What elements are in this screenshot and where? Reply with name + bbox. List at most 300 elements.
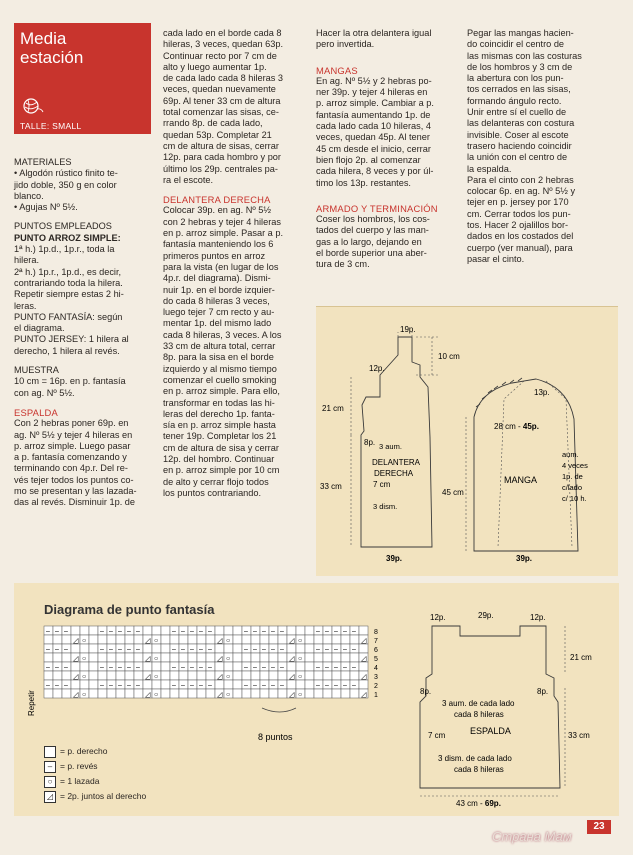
chart-cell — [170, 689, 179, 698]
chart-cell — [305, 635, 314, 644]
chart-symbol: ◿ — [145, 691, 151, 699]
chart-cell — [242, 653, 251, 662]
chart-symbol: ○ — [226, 691, 231, 699]
legend-k2tog: ◿ = 2p. juntos al derecho — [44, 789, 146, 804]
chart-cell — [89, 653, 98, 662]
chart-cell — [134, 635, 143, 644]
column-3: Hacer la otra delantera igual pero invertida. MANGAS En ag. Nº 5½ y 2 hebras po- ner 39p. y tejer 4 hileras en p. arroz simple. Cambiar a p. fantasía aumentando 1p. de cada lado cada 10 hileras, 4 veces, quedan 45p. Al tener 45 cm desde el inicio, cerrar bien flojo 2p. al comenzar cada hilera, 8 veces y por úl- timo los 13p. restantes. ARMADO Y TERMINACIÓN Coser los hombros, los cos- tados del cuerpo y las man- gas a lo largo, dejando en el borde superior una aber- tura de 3 cm. — [316, 28, 461, 271]
chart-cell — [332, 653, 341, 662]
chart-symbol: – — [334, 646, 338, 654]
chart-cell — [305, 680, 314, 689]
chart-cell — [89, 671, 98, 680]
chart-cell — [89, 680, 98, 689]
svg-text:6: 6 — [374, 647, 378, 654]
chart-cell — [341, 689, 350, 698]
chart-cell — [71, 680, 80, 689]
chart-cell — [350, 653, 359, 662]
chart-symbol: – — [190, 628, 194, 636]
chart-cell — [350, 671, 359, 680]
legend-purl: – = p. revés — [44, 759, 146, 774]
sleeve-piece-name: MANGA — [504, 475, 538, 485]
chart-symbol: ◿ — [73, 637, 79, 645]
chart-cell — [98, 653, 107, 662]
chart-cell — [116, 653, 125, 662]
sleeve-width-label: 28 cm - 45p. — [494, 422, 539, 431]
chart-symbol: – — [244, 682, 248, 690]
chart-cell — [80, 644, 89, 653]
svg-text:8: 8 — [374, 629, 378, 636]
front-neck-height-label: 10 cm — [438, 352, 460, 361]
chart-symbol: ◿ — [361, 673, 367, 681]
chart-symbol: – — [55, 682, 59, 690]
chart-cell — [305, 671, 314, 680]
chart-cell — [251, 671, 260, 680]
chart-symbol: – — [46, 682, 50, 690]
chart-symbol: ◿ — [217, 637, 223, 645]
chart-cell — [98, 689, 107, 698]
chart-cell — [287, 626, 296, 635]
back-heading: ESPALDA — [14, 406, 58, 418]
chart-symbol: – — [199, 664, 203, 672]
chart-cell — [233, 653, 242, 662]
chart-symbol: – — [325, 628, 329, 636]
chart-cell — [62, 689, 71, 698]
chart-cell — [179, 671, 188, 680]
chart-symbol: – — [199, 682, 203, 690]
chart-cell — [44, 671, 53, 680]
chart-symbol: ◿ — [73, 673, 79, 681]
chart-cell — [269, 689, 278, 698]
chart-symbol: ○ — [82, 655, 87, 663]
svg-text:3 dism. de cada lado: 3 dism. de cada lado — [438, 754, 512, 763]
chart-symbol: – — [271, 664, 275, 672]
chart-cell — [107, 653, 116, 662]
materials-heading: MATERIALES — [14, 157, 72, 167]
chart-symbol: – — [199, 646, 203, 654]
chart-cell — [161, 680, 170, 689]
chart-symbol: – — [46, 628, 50, 636]
chart-symbol: – — [100, 682, 104, 690]
chart-cell — [233, 626, 242, 635]
chart-cell — [188, 689, 197, 698]
chart-cell — [215, 626, 224, 635]
chart-cell — [143, 662, 152, 671]
chart-symbol: – — [190, 682, 194, 690]
chart-symbol: – — [271, 646, 275, 654]
chart-cell — [143, 680, 152, 689]
chart-cell — [242, 671, 251, 680]
chart-symbol: – — [136, 646, 140, 654]
chart-cell — [323, 689, 332, 698]
chart-symbol: – — [343, 682, 347, 690]
chart-cell — [188, 635, 197, 644]
chart-cell — [332, 635, 341, 644]
stitch-chart — [20, 622, 380, 742]
sleeve-height-label: 45 cm — [442, 488, 464, 497]
chart-symbol: – — [64, 628, 68, 636]
front-piece-name-2: DERECHA — [374, 469, 414, 478]
chart-cell — [278, 689, 287, 698]
chart-cell — [341, 671, 350, 680]
chart-symbol: – — [334, 682, 338, 690]
chart-symbol: – — [208, 628, 212, 636]
chart-symbol: ◿ — [289, 691, 295, 699]
chart-symbol: – — [64, 664, 68, 672]
chart-cell — [296, 680, 305, 689]
chart-cell — [233, 635, 242, 644]
chart-cell — [224, 680, 233, 689]
chart-cell — [242, 635, 251, 644]
svg-text:4 veces: 4 veces — [562, 461, 588, 470]
chart-symbol: ○ — [226, 673, 231, 681]
chart-symbol: ◿ — [361, 691, 367, 699]
chart-cell — [251, 635, 260, 644]
svg-text:c/lado: c/lado — [562, 483, 583, 492]
chart-cell — [287, 680, 296, 689]
chart-symbol: – — [343, 646, 347, 654]
svg-text:8p.: 8p. — [420, 687, 432, 696]
chart-symbol: – — [109, 682, 113, 690]
chart-symbol: – — [46, 646, 50, 654]
chart-cell — [233, 671, 242, 680]
chart-symbol: – — [55, 628, 59, 636]
front-decrease-label: 3 dism. — [373, 502, 398, 511]
chart-cell — [206, 635, 215, 644]
chart-symbol: ◿ — [289, 637, 295, 645]
purl-symbol-icon: – — [44, 761, 56, 773]
chart-cell — [89, 626, 98, 635]
chart-cell — [44, 653, 53, 662]
chart-symbol: – — [334, 628, 338, 636]
watermark: Страна Мам — [492, 829, 572, 844]
front-armhole-height-label: 21 cm — [322, 404, 344, 413]
svg-text:3: 3 — [374, 674, 378, 681]
chart-cell — [314, 671, 323, 680]
chart-cell — [116, 635, 125, 644]
front-armhole-label: 8p. — [364, 438, 376, 447]
chart-cell — [134, 671, 143, 680]
chart-symbol: ○ — [226, 637, 231, 645]
chart-cell — [251, 689, 260, 698]
chart-symbol: – — [100, 628, 104, 636]
chart-cell — [260, 653, 269, 662]
schematic-panel — [316, 306, 618, 576]
chart-symbol: ○ — [154, 637, 159, 645]
column-4: Pegar las mangas hacien- do coincidir el centro de las mismas con las costuras de los hombros y 3 cm de la abertura con los pun- tos cerrados en las sisas, formando ángulo recto. Unir entre sí el cuello de las delanteras con costura invisible. Coser al escote trasero haciendo coincidir la unión con el centro de la espalda. Para el cinto con 2 hebras colocar 6p. en ag. Nº 5½ y tejer en p. jersey por 170 cm. Cerrar todos los pun- tos. Hacer 2 ojalillos bor- dados en los costados del cuerpo (ver manual), para pasar el cinto. — [467, 28, 582, 264]
chart-symbol: – — [100, 664, 104, 672]
svg-text:c/ 10 h.: c/ 10 h. — [562, 494, 587, 503]
chart-symbol: – — [181, 628, 185, 636]
chart-symbol: – — [262, 628, 266, 636]
chart-symbol: – — [136, 664, 140, 672]
front-base-label: 39p. — [386, 554, 403, 563]
chart-cell — [161, 626, 170, 635]
chart-cell — [269, 653, 278, 662]
chart-cell — [161, 635, 170, 644]
back-body-height-label: 33 cm — [568, 731, 590, 740]
size-label: TALLE: SMALL — [20, 121, 82, 131]
chart-symbol: ◿ — [145, 673, 151, 681]
chart-cell — [89, 662, 98, 671]
chart-symbol: – — [208, 646, 212, 654]
chart-symbol: – — [262, 682, 266, 690]
assembly-heading: ARMADO Y TERMINACIÓN — [316, 202, 438, 214]
chart-symbol: ◿ — [289, 673, 295, 681]
front-shoulder-label: 12p. — [369, 364, 385, 373]
chart-cell — [359, 680, 368, 689]
sleeves-heading: MANGAS — [316, 64, 358, 76]
chart-symbol: – — [100, 646, 104, 654]
chart-symbol: – — [118, 646, 122, 654]
chart-cell — [125, 671, 134, 680]
chart-cell — [116, 689, 125, 698]
chart-cell — [98, 635, 107, 644]
chart-cell — [134, 689, 143, 698]
chart-cell — [269, 635, 278, 644]
chart-symbol: – — [316, 628, 320, 636]
repeat-label: Repetir — [27, 690, 36, 716]
chart-symbol: – — [127, 646, 131, 654]
chart-symbol: – — [136, 682, 140, 690]
chart-symbol: – — [172, 628, 176, 636]
chart-cell — [53, 635, 62, 644]
chart-symbol: – — [109, 664, 113, 672]
chart-cell — [233, 680, 242, 689]
chart-cell — [341, 635, 350, 644]
chart-symbol: – — [244, 628, 248, 636]
chart-cell — [152, 626, 161, 635]
chart-symbol: – — [181, 682, 185, 690]
chart-cell — [143, 626, 152, 635]
chart-cell — [62, 635, 71, 644]
chart-cell — [332, 671, 341, 680]
chart-symbol: – — [280, 628, 284, 636]
chart-symbol: – — [109, 628, 113, 636]
stitches-heading: PUNTOS EMPLEADOS — [14, 221, 112, 232]
chart-symbol: – — [190, 646, 194, 654]
chart-symbol: – — [181, 664, 185, 672]
chart-cell — [305, 662, 314, 671]
chart-cell — [314, 635, 323, 644]
chart-cell — [215, 644, 224, 653]
chart-cell — [224, 662, 233, 671]
chart-cell — [359, 662, 368, 671]
chart-cell — [314, 653, 323, 662]
back-base-label: 43 cm - 69p. — [456, 799, 501, 808]
chart-symbol: – — [190, 664, 194, 672]
chart-cell — [287, 662, 296, 671]
chart-cell — [332, 689, 341, 698]
chart-symbol: – — [343, 664, 347, 672]
chart-cell — [71, 626, 80, 635]
chart-cell — [89, 689, 98, 698]
chart-cell — [170, 635, 179, 644]
chart-cell — [125, 653, 134, 662]
front-width-label: 19p. — [400, 325, 416, 334]
chart-symbol: ○ — [154, 655, 159, 663]
chart-symbol: ◿ — [217, 673, 223, 681]
svg-text:aum.: aum. — [562, 450, 579, 459]
chart-symbol: – — [334, 664, 338, 672]
svg-text:1p. de: 1p. de — [562, 472, 583, 481]
chart-cell — [224, 626, 233, 635]
svg-text:12p.: 12p. — [430, 613, 446, 622]
column-1: MATERIALES • Algodón rústico finito te- jido doble, 350 g en color blanco. • Agujas Nº 5½. PUNTOS EMPLEADOS PUNTO ARROZ SIMPLE: 1ª h.) 1p.d., 1p.r., toda la hilera. 2ª h.) 1p.r., 1p.d., es decir, contrariando toda la hilera. Repetir siempre estas 2 hi- leras. PUNTO FANTASÍA: según el diagrama. PUNTO JERSEY: 1 hilera al derecho, 1 hilera al revés. MUESTRA 10 cm = 16p. en p. fantasía con ag. Nº 5½. ESPALDA Con 2 hebras poner 69p. en ag. Nº 5½ y tejer 4 hileras en p. arroz simple. Luego pasar a p. fantasía comenzando y terminando con 4p.r. Del re- vés tejer todos los puntos co- mo se presentan y las lazada- das al revés. Disminuir 1p. de — [14, 157, 154, 509]
chart-cell — [206, 689, 215, 698]
chart-cell — [62, 653, 71, 662]
back-piece-name: ESPALDA — [470, 726, 511, 736]
chart-cell — [242, 689, 251, 698]
chart-cell — [296, 662, 305, 671]
chart-symbol: – — [325, 646, 329, 654]
chart-cell — [323, 635, 332, 644]
chart-cell — [287, 644, 296, 653]
chart-symbol: – — [280, 664, 284, 672]
chart-cell — [233, 662, 242, 671]
chart-symbol: – — [325, 682, 329, 690]
back-schematic — [390, 608, 619, 808]
knit-symbol-icon — [44, 746, 56, 758]
column-2: cada lado en el borde cada 8 hileras, 3 veces, quedan 63p. Continuar recto por 7 cm de alto y luego aumentar 1p. de cada lado cada 8 hileras 3 veces, quedan nuevamente 69p. Al tener 33 cm de altura total comenzar las sisas, ce- rrando 8p. de cada lado, quedan 53p. Completar 21 cm de altura de sisas, cerrar 12p. para cada hombro y por último los 29p. centrales pa- ra el escote. DELANTERA DERECHA Colocar 39p. en ag. Nº 5½ con 2 hebras y tejer 4 hileras en p. arroz simple. Pasar a p. fantasía manteniendo los 6 primeros puntos en arroz para la vista (en lugar de los 4p.r. del diagrama). Dismi- nuir 1p. en el borde izquier- do cada 8 hileras 3 veces, luego tejer 7 cm recto y au- mentar 1p. del mismo lado cada 8 hileras, 3 veces. A los 33 cm de altura total, cerrar 8p. para la sisa en el borde izquierdo y al mismo tiempo comenzar el cuello smoking en p. arroz simple. Para ello, transformar en todas las hi- leras del derecho 1p. fanta- sía en p. arroz simple hasta tener 19p. Completar los 21 cm de altura de sisa y cerrar 12p. del hombro. Continuar en p. arroz simple por 10 cm de alto y cerrar flojo todos los puntos contrariando. — [163, 28, 308, 499]
chart-cell — [323, 653, 332, 662]
chart-cell — [80, 662, 89, 671]
chart-cell — [98, 671, 107, 680]
chart-cell — [125, 689, 134, 698]
chart-cell — [305, 689, 314, 698]
chart-symbol: – — [352, 682, 356, 690]
svg-text:3 aum. de cada lado: 3 aum. de cada lado — [442, 699, 515, 708]
chart-cell — [233, 689, 242, 698]
chart-symbol: – — [118, 682, 122, 690]
chart-cell — [161, 671, 170, 680]
chart-cell — [188, 653, 197, 662]
chart-cell — [188, 671, 197, 680]
chart-cell — [53, 671, 62, 680]
front-increase-label: 3 aum. — [379, 442, 402, 451]
chart-symbol: – — [55, 664, 59, 672]
chart-cell — [359, 626, 368, 635]
yarn-ball-icon — [22, 95, 44, 115]
front-piece-name-1: DELANTERA — [372, 458, 421, 467]
chart-cell — [197, 635, 206, 644]
chart-symbol: – — [127, 682, 131, 690]
legend-knit: = p. derecho — [44, 744, 146, 759]
chart-symbol: – — [172, 664, 176, 672]
svg-text:8p.: 8p. — [537, 687, 549, 696]
chart-cell — [260, 635, 269, 644]
chart-symbol: ○ — [298, 637, 303, 645]
chart-symbol: ◿ — [73, 691, 79, 699]
gauge-heading: MUESTRA — [14, 365, 59, 376]
chart-cell — [89, 644, 98, 653]
chart-cell — [197, 653, 206, 662]
chart-cell — [197, 671, 206, 680]
chart-cell — [71, 644, 80, 653]
svg-text:cada 8 hileras: cada 8 hileras — [454, 710, 504, 719]
back-armhole-height-label: 21 cm — [570, 653, 592, 662]
chart-cell — [260, 689, 269, 698]
chart-symbol: – — [208, 682, 212, 690]
chart-cell — [125, 635, 134, 644]
front-and-sleeve-schematic — [316, 307, 618, 576]
chart-symbol: ◿ — [289, 655, 295, 663]
chart-symbol: – — [127, 664, 131, 672]
chart-cell — [323, 671, 332, 680]
chart-cell — [278, 671, 287, 680]
chart-symbol: ○ — [298, 673, 303, 681]
chart-cell — [62, 671, 71, 680]
diagram-title: Diagrama de punto fantasía — [44, 602, 215, 617]
chart-cell — [278, 635, 287, 644]
chart-cell — [170, 653, 179, 662]
chart-legend — [44, 744, 146, 804]
chart-symbol: – — [244, 664, 248, 672]
chart-cell — [179, 689, 188, 698]
chart-cell — [107, 689, 116, 698]
chart-cell — [350, 635, 359, 644]
chart-cell — [224, 644, 233, 653]
chart-symbol: ◿ — [145, 655, 151, 663]
chart-cell — [116, 671, 125, 680]
chart-cell — [305, 653, 314, 662]
chart-cell — [197, 689, 206, 698]
yarn-over-symbol-icon: ○ — [44, 776, 56, 788]
chart-symbol: – — [109, 646, 113, 654]
chart-cell — [206, 653, 215, 662]
chart-cell — [170, 671, 179, 680]
chart-cell — [44, 689, 53, 698]
chart-symbol: ◿ — [73, 655, 79, 663]
chart-symbol: – — [280, 646, 284, 654]
chart-symbol: ○ — [298, 655, 303, 663]
chart-symbol: – — [271, 628, 275, 636]
svg-text:7: 7 — [374, 638, 378, 645]
chart-symbol: – — [325, 664, 329, 672]
chart-symbol: – — [352, 664, 356, 672]
chart-cell — [215, 680, 224, 689]
front-straight-label: 7 cm — [373, 480, 391, 489]
chart-cell — [179, 653, 188, 662]
chart-cell — [107, 671, 116, 680]
chart-cell — [152, 644, 161, 653]
chart-symbol: – — [208, 664, 212, 672]
sleeve-top-label: 13p. — [534, 388, 550, 397]
chart-symbol: – — [244, 646, 248, 654]
chart-symbol: – — [118, 664, 122, 672]
legend-yarn-over: ○ = 1 lazada — [44, 774, 146, 789]
sleeve-base-label: 39p. — [516, 554, 533, 563]
chart-symbol: – — [64, 646, 68, 654]
chart-cell — [80, 626, 89, 635]
chart-symbol: – — [64, 682, 68, 690]
chart-cell — [215, 662, 224, 671]
chart-cell — [161, 653, 170, 662]
chart-symbol: – — [127, 628, 131, 636]
chart-symbol: – — [55, 646, 59, 654]
chart-symbol: – — [253, 646, 257, 654]
chart-cell — [161, 689, 170, 698]
chart-cell — [107, 635, 116, 644]
chart-symbol: – — [352, 628, 356, 636]
svg-text:2: 2 — [374, 683, 378, 690]
chart-symbol: – — [352, 646, 356, 654]
chart-cell — [152, 662, 161, 671]
chart-symbol: – — [262, 664, 266, 672]
chart-cell — [251, 653, 260, 662]
chart-symbol: – — [343, 628, 347, 636]
chart-symbol: – — [316, 646, 320, 654]
svg-text:12p.: 12p. — [530, 613, 546, 622]
